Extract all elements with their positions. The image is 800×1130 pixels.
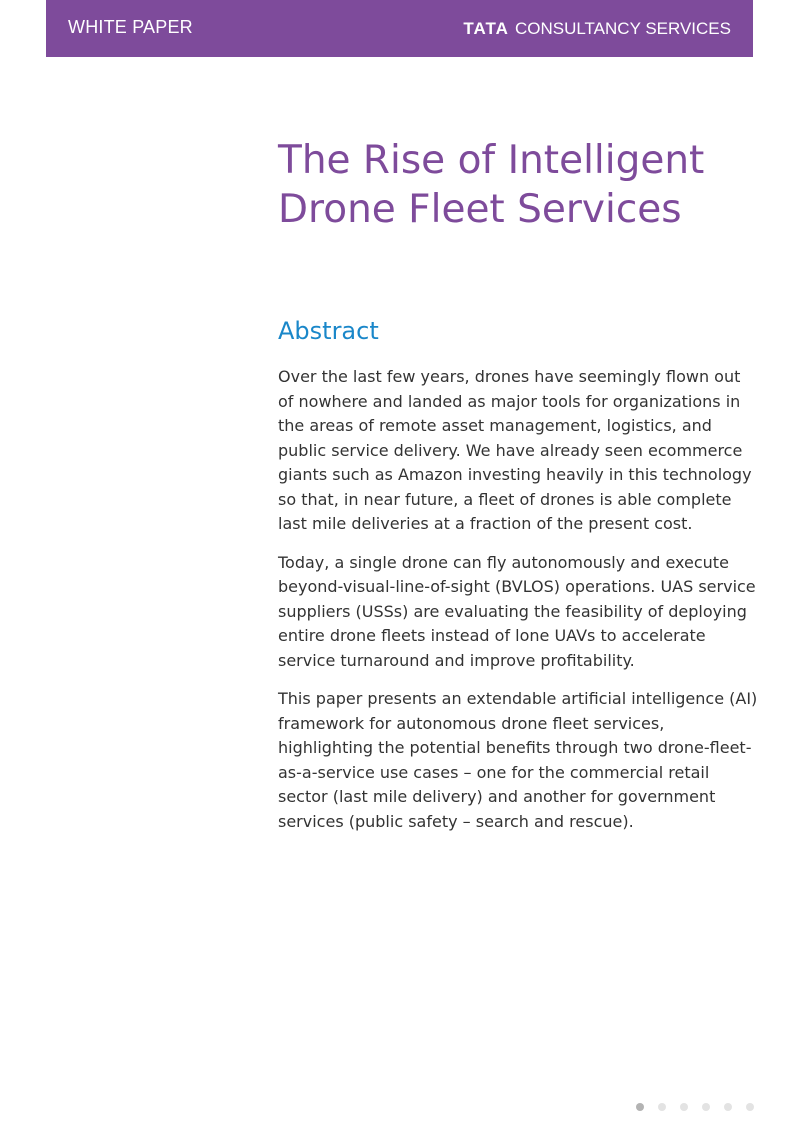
document-type-label: WHITE PAPER xyxy=(68,17,193,37)
abstract-paragraph-3: This paper presents an extendable artificial intelligence (AI) framework for autonomous drone fleet services, highlighting the potential benefits through two drone-fleet-as-a-service use cases – one for the commercial retail sector (last mile delivery) and another for government services (public safety – search and rescue). xyxy=(278,689,758,831)
header-bar xyxy=(46,0,753,57)
brand-name-rest: CONSULTANCY SERVICES xyxy=(514,19,731,38)
document-title: The Rise of Intelligent Drone Fleet Services xyxy=(278,138,705,232)
page-indicator xyxy=(636,1103,754,1111)
company-logo xyxy=(463,19,731,39)
page-dot-2[interactable] xyxy=(658,1103,666,1111)
page-dot-5[interactable] xyxy=(724,1103,732,1111)
abstract-paragraph-1: Over the last few years, drones have seemingly flown out of nowhere and landed as major tools for organizations in the areas of remote asset management, logistics, and public service delivery. We have already seen ecommerce giants such as Amazon investing heavily in this technology so that, in near future, a fleet of drones is able complete last mile deliveries at a fraction of the present cost. xyxy=(278,367,752,533)
brand-name-strong: TATA xyxy=(463,19,509,38)
page-dot-1[interactable] xyxy=(636,1103,644,1111)
abstract-body xyxy=(278,365,758,848)
page-dot-3[interactable] xyxy=(680,1103,688,1111)
abstract-paragraph-2: Today, a single drone can fly autonomously and execute beyond-visual-line-of-sight (BVLOS) operations. UAS service suppliers (USSs) are evaluating the feasibility of deploying entire drone fleets instead of lone UAVs to accelerate service turnaround and improve profitability. xyxy=(278,552,756,670)
abstract-heading: Abstract xyxy=(278,317,379,345)
page-dot-6[interactable] xyxy=(746,1103,754,1111)
page-dot-4[interactable] xyxy=(702,1103,710,1111)
